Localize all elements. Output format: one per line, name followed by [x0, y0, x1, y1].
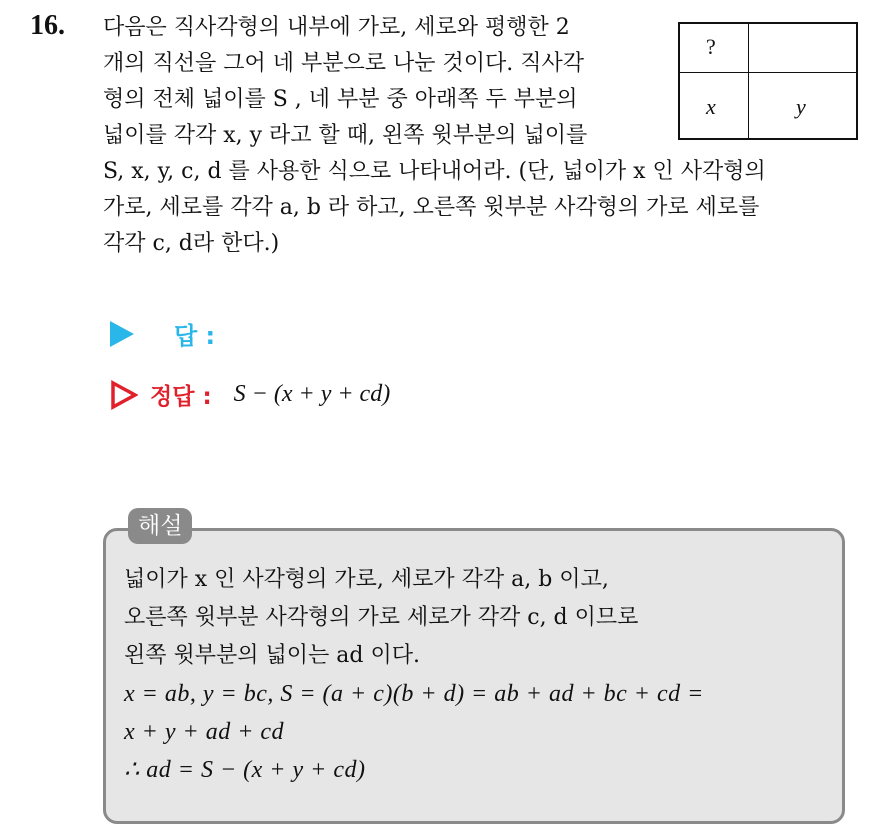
figure-cell-bottom-right: y: [796, 94, 806, 119]
explanation-tab: 해설: [128, 508, 192, 544]
question-text-lower: [103, 154, 871, 262]
rectangle-figure: [678, 22, 858, 140]
figure-cell-bottom-left: x: [706, 94, 716, 119]
vertical-divider: [748, 24, 749, 138]
question-text-upper: [103, 10, 663, 154]
question-line: 가로, 세로를 각각 a, b 라 하고, 오른쪽 윗부분 사각형의 가로 세로를: [103, 195, 760, 220]
question-line: S, x, y, c, d 를 사용한 식으로 나타내어라. (단, 넓이가 x 인 사각형의: [103, 159, 766, 184]
explanation-equation: x + y + ad + cd: [124, 719, 285, 745]
question-line: 개의 직선을 그어 네 부분으로 나눈 것이다. 직사각: [103, 51, 584, 76]
explanation-line: 왼쪽 윗부분의 넓이는 ad 이다.: [124, 643, 420, 668]
explanation-line: 넓이가 x 인 사각형의 가로, 세로가 각각 a, b 이고,: [124, 567, 609, 592]
outline-triangle-icon: [110, 380, 138, 410]
explanation-body: [124, 561, 834, 789]
figure-cell-top-left: ?: [706, 34, 716, 59]
explanation-conclusion: ∴ ad = S − (x + y + cd): [124, 757, 366, 783]
answer-row: [110, 316, 215, 351]
explanation-line: 오른쪽 윗부분 사각형의 가로 세로가 각각 c, d 이므로: [124, 605, 639, 630]
question-line: 각각 c, d라 한다.): [103, 231, 280, 256]
question-line: 넓이를 각각 x, y 라고 할 때, 왼쪽 윗부분의 넓이를: [103, 123, 588, 148]
question-line: 형의 전체 넓이를 S , 네 부분 중 아래쪽 두 부분의: [103, 87, 578, 112]
key-answer-value: S − (x + y + cd): [233, 381, 391, 407]
question-line: 다음은 직사각형의 내부에 가로, 세로와 평행한 2: [103, 15, 570, 40]
play-triangle-icon: [110, 321, 134, 347]
question-number: 16.: [30, 10, 65, 41]
answer-label: 답 :: [174, 322, 216, 350]
horizontal-divider: [680, 72, 856, 73]
key-answer-label: 정답 :: [150, 384, 212, 410]
explanation-equation: x = ab, y = bc, S = (a + c)(b + d) = ab + ad + bc + cd =: [124, 681, 704, 707]
key-answer-row: [110, 378, 390, 411]
